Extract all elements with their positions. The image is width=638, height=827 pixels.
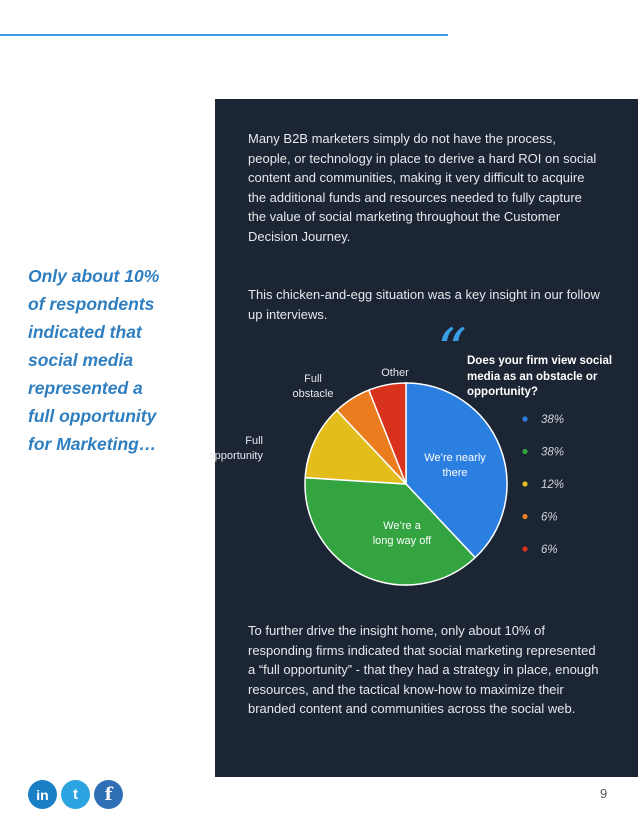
body-paragraph-1: Many B2B marketers simply do not have the process, people, or technology in place to derive a hard ROI on social content and communities, making it very difficult to acquire the additional funds and resources needed to fully capture the value of social marketing throughout the Customer Decision Journey. bbox=[248, 131, 597, 244]
legend-marker bbox=[522, 449, 527, 454]
legend-value: 6% bbox=[541, 511, 558, 524]
top-rule bbox=[0, 34, 448, 36]
legend-marker bbox=[522, 416, 527, 421]
pull-quote: Only about 10% of respondents indicated that social media represented a full opportunity for Marketing… bbox=[28, 266, 160, 454]
twitter-icon[interactable]: t bbox=[61, 780, 90, 809]
body-paragraph-2: This chicken-and-egg situation was a key insight in our follow up interviews. bbox=[248, 287, 600, 322]
legend-value: 38% bbox=[541, 414, 565, 426]
social-links bbox=[28, 780, 123, 809]
linkedin-icon[interactable]: in bbox=[28, 780, 57, 809]
legend-marker bbox=[522, 481, 527, 486]
slice-label: We’re a long way off bbox=[372, 520, 432, 547]
facebook-icon[interactable]: f bbox=[94, 780, 123, 809]
content-panel bbox=[208, 99, 638, 777]
legend-marker bbox=[522, 514, 527, 519]
slice-label: Full opportunity bbox=[208, 435, 263, 462]
legend-value: 6% bbox=[541, 544, 558, 556]
slice-label: Full obstacle bbox=[292, 373, 334, 400]
page-number: 9 bbox=[600, 786, 608, 801]
legend-marker bbox=[522, 546, 527, 551]
legend-value: 38% bbox=[541, 446, 565, 459]
body-paragraph-3: To further drive the insight home, only about 10% of responding firms indicated that social marketing represented a “full opportunity” - that they had a strategy in place, enough resources, and the tactical know-how to maximize their branded content and communities across the social web. bbox=[248, 623, 599, 716]
chart-question: Does your firm view social media as an obstacle or opportunity? bbox=[467, 355, 613, 398]
legend-value: 12% bbox=[541, 479, 565, 491]
slice-label: Other bbox=[381, 367, 409, 379]
pie-chart bbox=[208, 349, 638, 619]
quote-mark-icon: “ bbox=[437, 316, 467, 384]
slice-label: We’re nearly there bbox=[424, 452, 486, 479]
